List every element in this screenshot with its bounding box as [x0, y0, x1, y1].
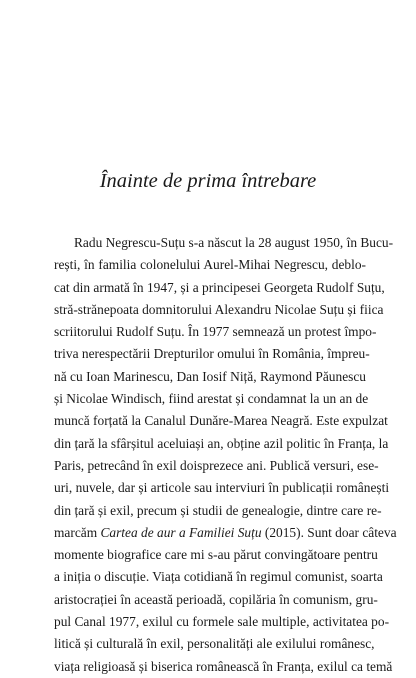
text-line: a iniția o discuție. Viața cotidiană în regimul comunist, soarta	[54, 569, 383, 585]
text-line: rești, în familia colonelului Aurel-Mihai Negrescu, deblo-	[54, 257, 366, 273]
text-line: nă cu Ioan Marinescu, Dan Iosif Niță, Raymond Păunescu	[54, 368, 366, 384]
text-line: scriitorului Rudolf Suțu. În 1977 semnează un protest împo-	[54, 324, 377, 340]
text-fragment: marcăm	[54, 524, 101, 540]
text-line: muncă forțată la Canalul Dunăre-Marea Neagră. Este expulzat	[54, 413, 388, 429]
text-line: stră-strănepoata domnitorului Alexandru Nicolae Suțu și fiica	[54, 301, 384, 317]
body-paragraph	[54, 232, 397, 678]
text-line: viața religioasă și biserica românească în Franța, exilul ca temă	[54, 658, 393, 674]
text-line: Radu Negrescu-Suțu s-a născut la 28 august 1950, în Bucu-	[74, 235, 394, 250]
text-line: litică și culturală în exil, personalități ale exilului românesc,	[54, 636, 375, 652]
text-line: momente biografice care mi s-au părut convingătoare pentru	[54, 547, 378, 563]
text-line: triva nerespectării Drepturilor omului în România, împreu-	[54, 346, 370, 362]
text-line: aristocrației în această perioadă, copilăria în comunism, gru-	[54, 591, 378, 607]
text-fragment: (2015). Sunt doar câteva	[261, 524, 397, 540]
text-line: pul Canal 1977, exilul cu formele sale multiple, activitatea po-	[54, 614, 390, 630]
text-line: din țară la sfârșitul aceluiași an, obține azil politic în Franța, la	[54, 435, 389, 451]
text-line-with-book-title	[54, 522, 397, 544]
text-line: cat din armată în 1947, și a principesei Georgeta Rudolf Suțu,	[54, 279, 385, 295]
book-title-italic: Cartea de aur a Familiei Suțu	[100, 524, 262, 540]
text-line: uri, nuvele, dar și articole sau interviuri în publicații românești	[54, 480, 390, 496]
text-line: Paris, petrecând în exil doisprezece ani. Publică versuri, ese-	[54, 457, 379, 473]
text-line: din țară și exil, precum și studii de genealogie, dintre care re-	[54, 502, 382, 518]
text-line: și Nicolae Windisch, fiind arestat și condamnat la un an de	[54, 391, 369, 407]
chapter-title: Înainte de prima întrebare	[99, 170, 317, 192]
